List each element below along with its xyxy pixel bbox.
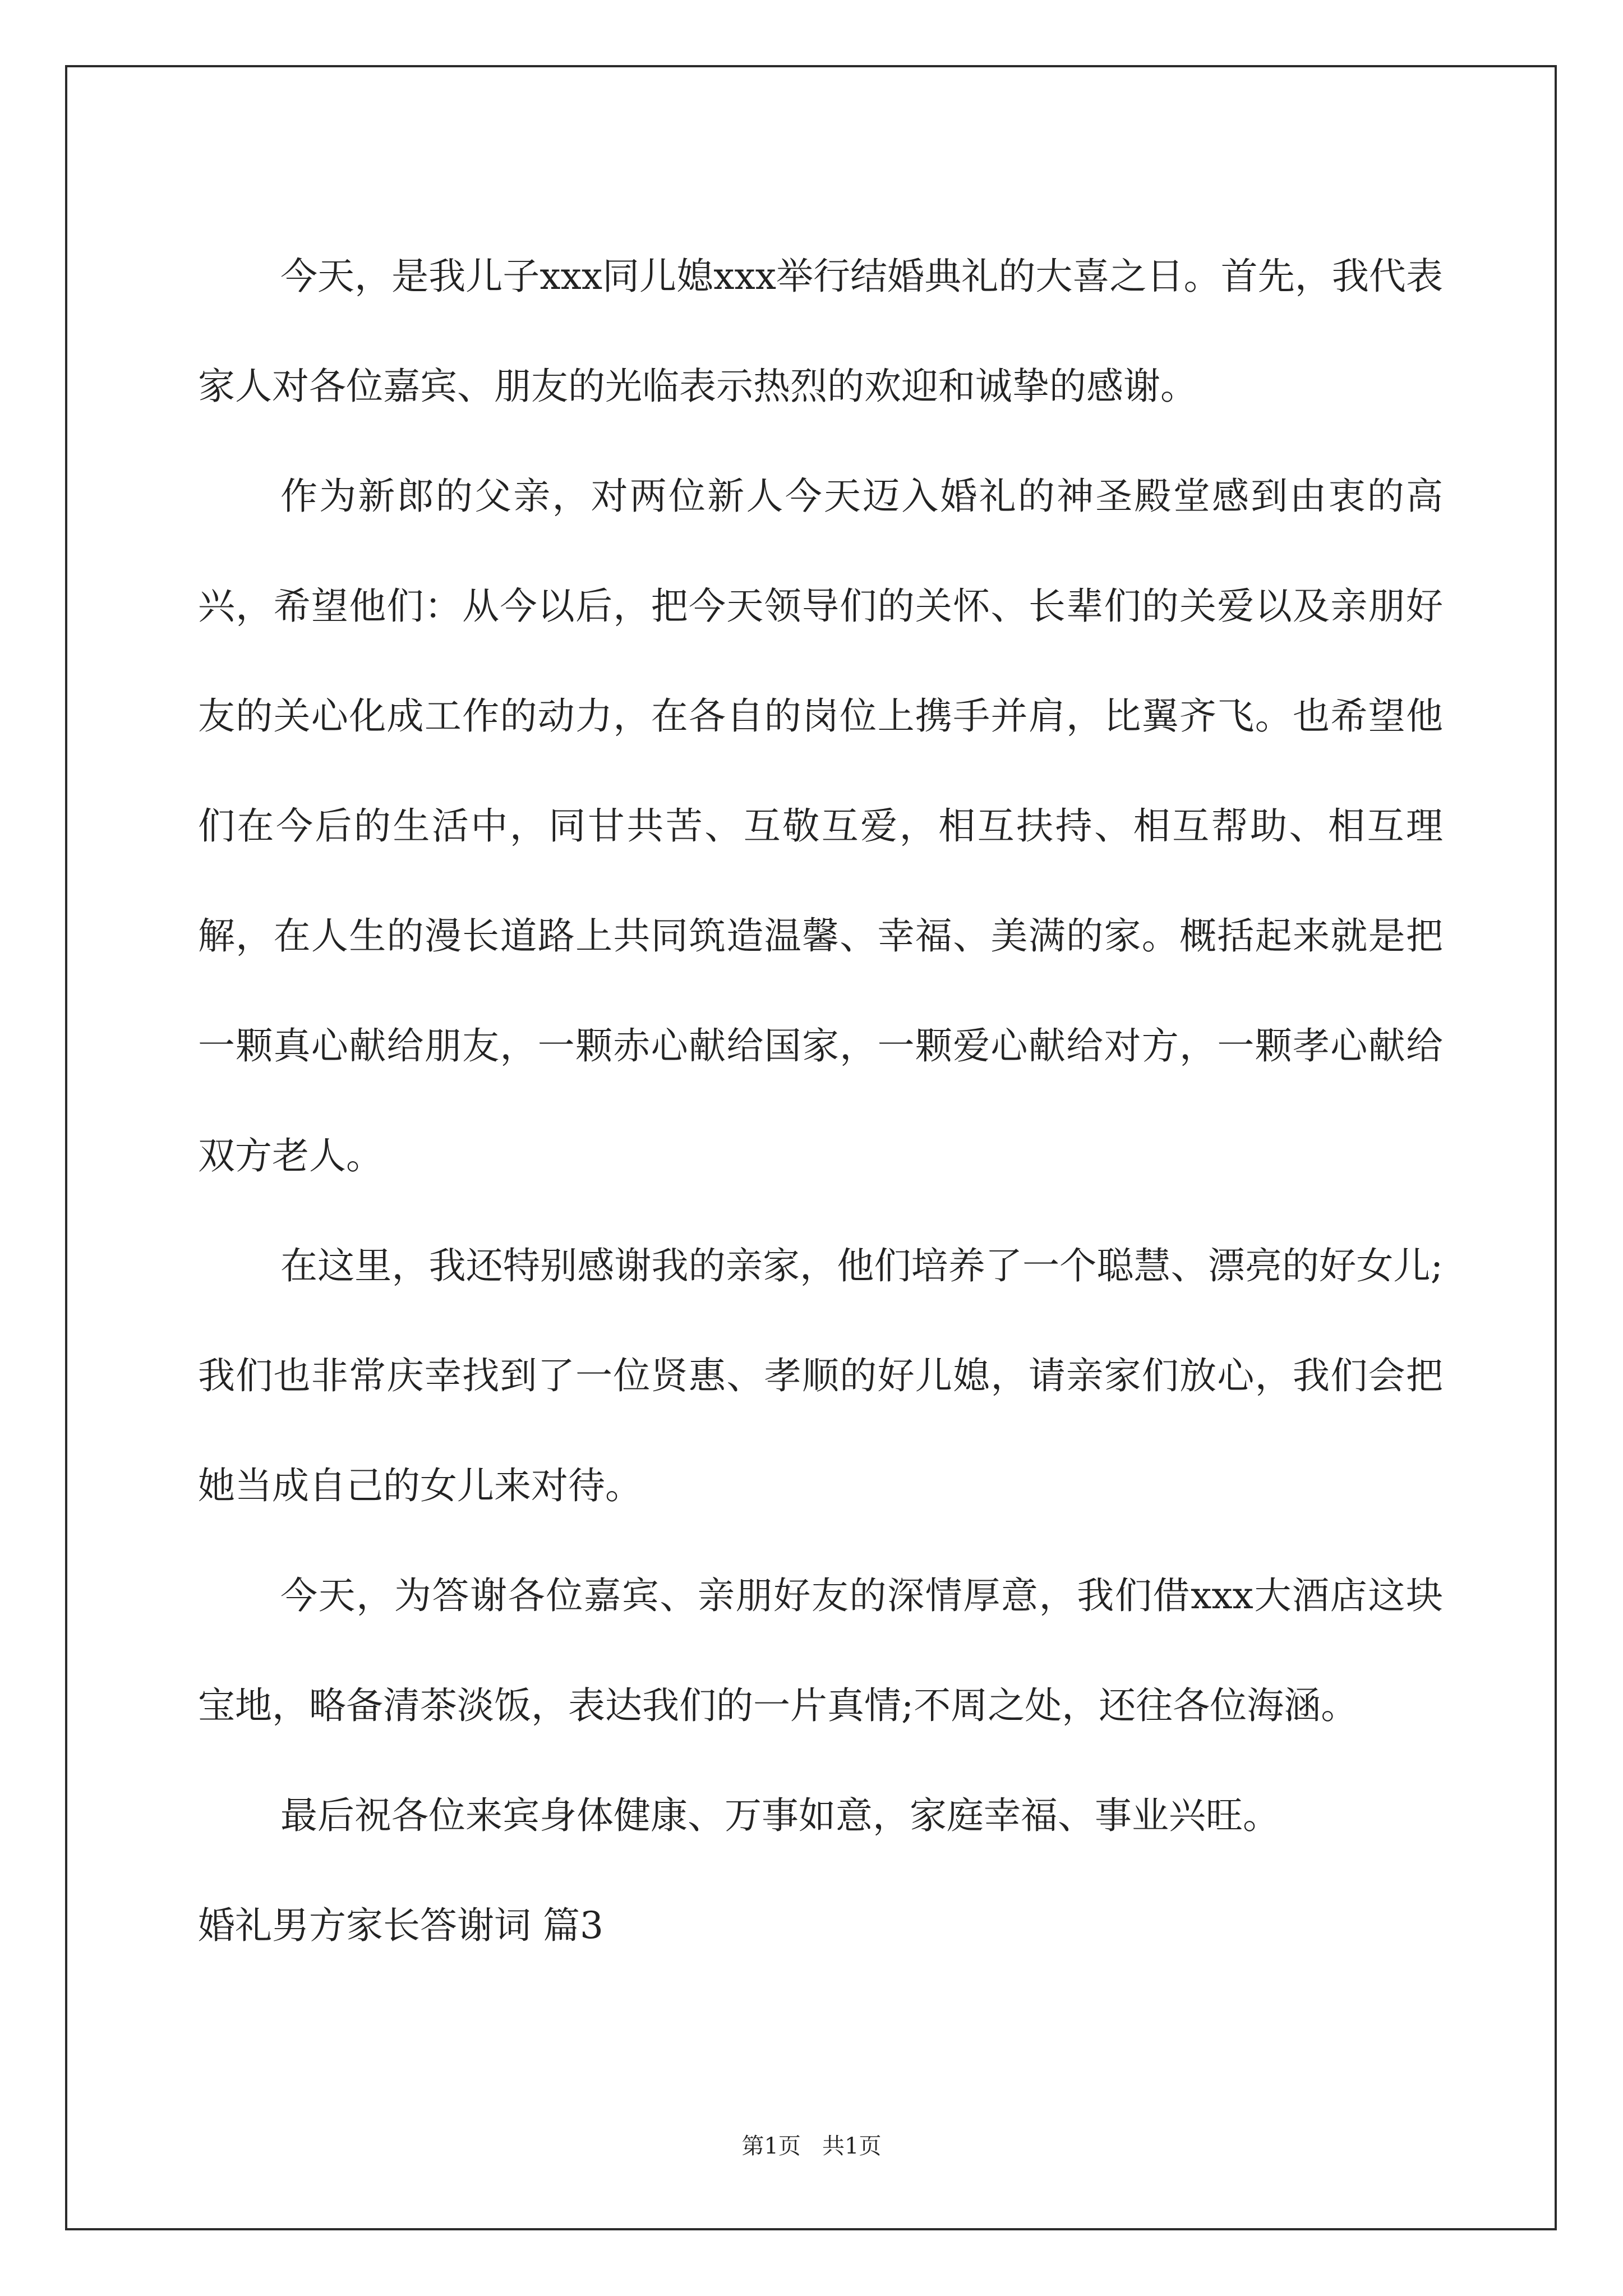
paragraph-wishes: 作为新郎的父亲，对两位新人今天迈入婚礼的神圣殿堂感到由衷的高兴，希望他们：从今以后，把今天领导们的关怀、长辈们的关爱以及亲朋好友的关心化成工作的动力，在各自的岗位上携手并肩，比翼齐飞。也希望他们在今后的生活中，同甘共苦、互敬互爱，相互扶持、相互帮助、相互理解，在人生的漫长道路上共同筑造温馨、幸福、美满的家。概括起来就是把一颗真心献给朋友，一颗赤心献给国家，一颗爱心献给对方，一颗孝心献给双方老人。 — [198, 475, 1443, 1177]
paragraph-banquet: 今天，为答谢各位嘉宾、亲朋好友的深情厚意，我们借xxx大酒店这块宝地，略备清茶淡饭，表达我们的一片真情;不周之处，还往各位海涵。 — [198, 1574, 1443, 1727]
paragraph-closing: 最后祝各位来宾身体健康、万事如意，家庭幸福、事业兴旺。 — [280, 1794, 1280, 1837]
paragraph-opening: 今天，是我儿子xxx同儿媳xxx举行结婚典礼的大喜之日。首先，我代表家人对各位嘉宾、朋友的光临表示热烈的欢迎和诚挚的感谢。 — [198, 255, 1443, 408]
paragraph-thanks-in-laws: 在这里，我还特别感谢我的亲家，他们培养了一个聪慧、漂亮的好女儿;我们也非常庆幸找到了一位贤惠、孝顺的好儿媳，请亲家们放心，我们会把她当成自己的女儿来对待。 — [198, 1244, 1443, 1507]
section-heading: 婚礼男方家长答谢词 篇3 — [198, 1904, 603, 1947]
page-number-footer: 第1页 共1页 — [741, 2133, 882, 2159]
document-body — [198, 222, 1443, 1981]
